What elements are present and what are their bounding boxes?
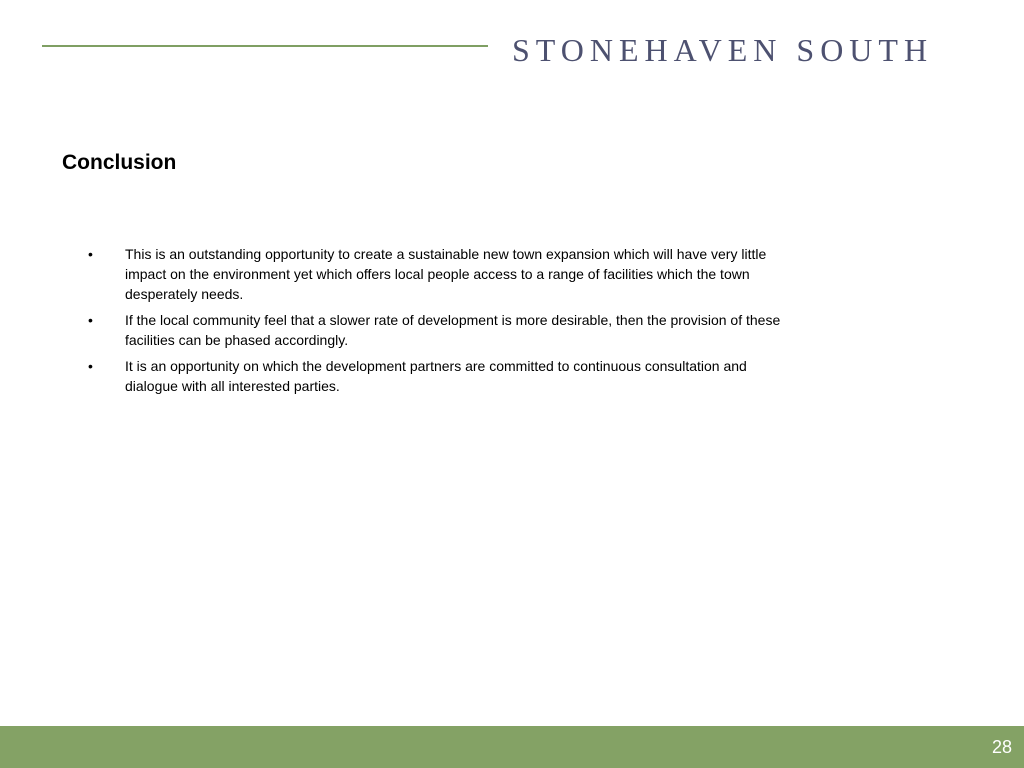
footer-bar: [0, 726, 1024, 768]
header-divider: [42, 45, 488, 47]
conclusion-bullet-list: [88, 244, 800, 402]
slide-title: Conclusion: [62, 151, 177, 174]
page-number: 28: [991, 737, 1012, 757]
bullet-marker: •: [88, 358, 93, 374]
bullet-text: This is an outstanding opportunity to create a sustainable new town expansion which will have very little impact on the environment yet which offers local people access to a range of facilities which the town desperately needs.: [125, 246, 767, 302]
bullet-text: It is an opportunity on which the development partners are committed to continuous consultation and dialogue with all interested parties.: [125, 358, 747, 394]
bullet-item: [88, 356, 800, 396]
bullet-text: If the local community feel that a slower rate of development is more desirable, then the provision of these facilities can be phased accordingly.: [125, 312, 781, 348]
brand-logo-text: STONEHAVEN SOUTH: [512, 32, 934, 68]
bullet-item: [88, 310, 800, 350]
bullet-marker: •: [88, 312, 93, 328]
bullet-marker: •: [88, 246, 93, 262]
bullet-item: [88, 244, 800, 304]
